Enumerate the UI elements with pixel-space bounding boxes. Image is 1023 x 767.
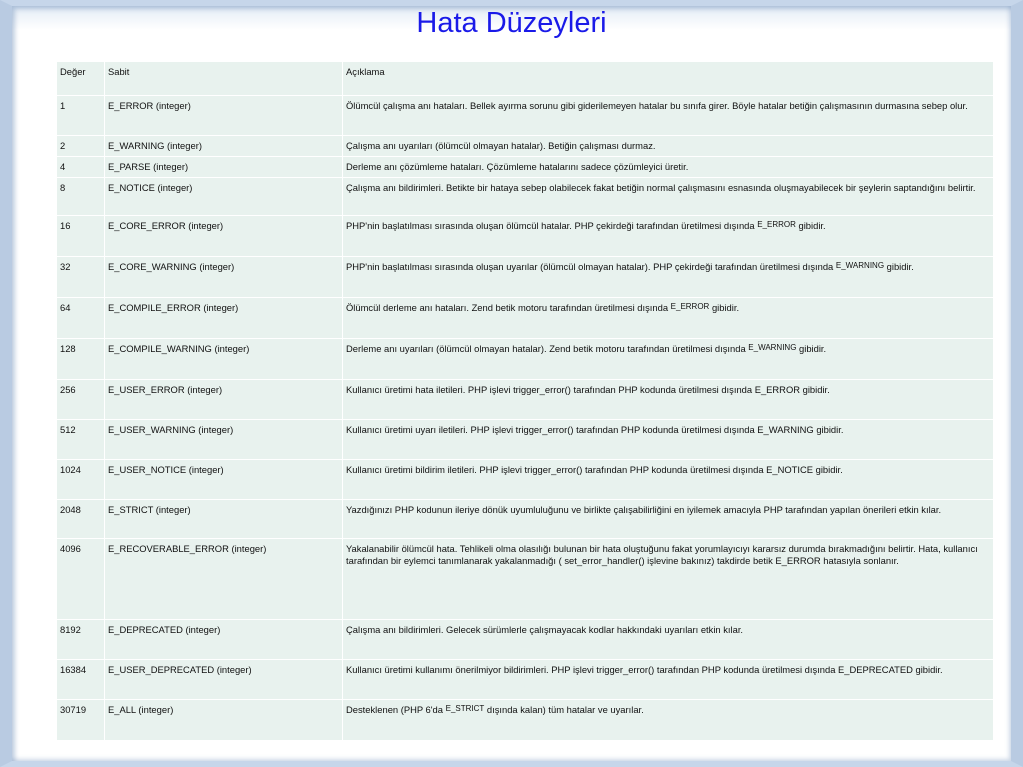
description-text: Derleme anı uyarıları (ölümcül olmayan hatalar). Zend betik motoru tarafından üretilmesi dışında (346, 342, 746, 354)
cell-value: 30719 (57, 699, 105, 740)
cell-description (343, 499, 994, 538)
description-end: gibidir. (798, 219, 826, 231)
cell-value: 64 (57, 297, 105, 338)
description-text: Yakalanabilir ölümcül hata. Tehlikeli olma olasılığı bulunan bir hata oluştuğunu fakat yorumlayıcıyı kararsız durumda bırakmadığını belirtir. Hata, kullanıcı tarafından bir eylemci tanımlanarak yakalanmadığı ( set_error_handler() işlevine bakınız) takdirde betik E_ERROR hatasıyla sonlanır. (346, 542, 978, 566)
description-text: Kullanıcı üretimi uyarı iletileri. PHP işlevi trigger_error() tarafından PHP kodunda üretilmesi dışında E_WARNING gibidir. (346, 423, 844, 435)
table-row (57, 499, 994, 538)
cell-description (343, 256, 994, 297)
cell-constant: E_WARNING (integer) (105, 136, 343, 157)
cell-constant: E_USER_WARNING (integer) (105, 419, 343, 459)
cell-description (343, 419, 994, 459)
description-constant: E_WARNING (835, 260, 885, 270)
description-text: Yazdığınızı PHP kodunun ileriye dönük uyumluluğunu ve birlikte çalışabilirliğini en iyilemek amacıyla PHP tarafından yapılan önerileri etkin kılar. (346, 503, 942, 515)
cell-constant: E_DEPRECATED (integer) (105, 619, 343, 659)
cell-value: 8192 (57, 619, 105, 659)
description-text: Çalışma anı uyarıları (ölümcül olmayan hatalar). Betiğin çalışması durmaz. (346, 140, 656, 151)
description-text: Derleme anı çözümleme hataları. Çözümleme hatalarını sadece çözümleyici üretir. (346, 161, 689, 172)
cell-description (343, 659, 994, 699)
cell-value: 128 (57, 338, 105, 379)
table-row (57, 215, 994, 256)
cell-value: 256 (57, 379, 105, 419)
cell-value: 2048 (57, 499, 105, 538)
cell-description (343, 96, 994, 136)
cell-constant: E_USER_ERROR (integer) (105, 379, 343, 419)
description-text: Kullanıcı üretimi hata iletileri. PHP işlevi trigger_error() tarafından PHP kodunda üretilmesi dışında E_ERROR gibidir. (346, 383, 830, 395)
cell-description (343, 459, 994, 499)
cell-description (343, 157, 994, 178)
description-text: PHP'nin başlatılması sırasında oluşan uyarılar (ölümcül olmayan hatalar). PHP çekirdeği tarafından üretilmesi dışında (346, 260, 834, 272)
cell-description (343, 215, 994, 256)
description-constant: E_ERROR (670, 301, 710, 311)
cell-value: 16 (57, 215, 105, 256)
table-row (57, 619, 994, 659)
table-row (57, 538, 994, 619)
cell-description (343, 177, 994, 215)
table-row (57, 419, 994, 459)
description-constant: E_STRICT (445, 703, 485, 713)
cell-constant: E_RECOVERABLE_ERROR (integer) (105, 538, 343, 619)
cell-value: 32 (57, 256, 105, 297)
description-text: Ölümcül çalışma anı hataları. Bellek ayırma sorunu gibi giderilemeyen hatalar bu sınıfa girer. Böyle hatalar betiğin çalışmasının durmasına sebep olur. (346, 100, 968, 111)
description-end: gibidir. (886, 260, 914, 272)
table-row (57, 136, 994, 157)
table-row (57, 699, 994, 740)
cell-constant: E_ERROR (integer) (105, 96, 343, 136)
description-text: Kullanıcı üretimi bildirim iletileri. PHP işlevi trigger_error() tarafından PHP kodunda üretilmesi dışında E_NOTICE gibidir. (346, 463, 843, 475)
table-row (57, 459, 994, 499)
header-constant: Sabit (105, 62, 343, 96)
cell-value: 4 (57, 157, 105, 178)
table-row (57, 379, 994, 419)
description-text: Desteklenen (PHP 6'da (346, 703, 443, 715)
error-levels-table (56, 61, 994, 741)
cell-constant: E_PARSE (integer) (105, 157, 343, 178)
cell-value: 8 (57, 177, 105, 215)
table-row (57, 659, 994, 699)
header-description: Açıklama (343, 62, 994, 96)
cell-description (343, 297, 994, 338)
cell-constant: E_ALL (integer) (105, 699, 343, 740)
cell-description (343, 699, 994, 740)
cell-constant: E_COMPILE_WARNING (integer) (105, 338, 343, 379)
description-constant: E_ERROR (757, 219, 796, 229)
description-text: PHP'nin başlatılması sırasında oluşan ölümcül hatalar. PHP çekirdeği tarafından üretilmesi dışında (346, 219, 755, 231)
cell-description (343, 619, 994, 659)
description-end: gibidir. (799, 342, 827, 354)
cell-value: 1 (57, 96, 105, 136)
cell-value: 2 (57, 136, 105, 157)
cell-value: 4096 (57, 538, 105, 619)
description-constant: E_WARNING (748, 342, 797, 352)
cell-value: 512 (57, 419, 105, 459)
table-row (57, 157, 994, 178)
cell-description (343, 136, 994, 157)
table-row (57, 96, 994, 136)
description-end: gibidir. (711, 301, 740, 313)
cell-description (343, 538, 994, 619)
description-text: Çalışma anı bildirimleri. Gelecek sürümlerle çalışmayacak kodlar hakkındaki uyarıları etkin kılar. (346, 623, 744, 635)
cell-constant: E_CORE_WARNING (integer) (105, 256, 343, 297)
slide-title: Hata Düzeyleri (416, 7, 607, 39)
cell-value: 16384 (57, 659, 105, 699)
cell-constant: E_COMPILE_ERROR (integer) (105, 297, 343, 338)
cell-constant: E_USER_NOTICE (integer) (105, 459, 343, 499)
cell-description (343, 379, 994, 419)
description-text: Kullanıcı üretimi kullanımı önerilmiyor bildirimleri. PHP işlevi trigger_error() tarafından PHP kodunda üretilmesi dışında E_DEPRECATED gibidir. (346, 663, 943, 675)
description-text: Çalışma anı bildirimleri. Betikte bir hataya sebep olabilecek fakat betiğin normal çalışmasını esnasında oluşmayabilecek bir şeylerin saptandığını belirtir. (346, 181, 976, 193)
cell-value: 1024 (57, 459, 105, 499)
description-text: Ölümcül derleme anı hataları. Zend betik motoru tarafından üretilmesi dışında (346, 301, 669, 313)
cell-description (343, 338, 994, 379)
cell-constant: E_STRICT (integer) (105, 499, 343, 538)
table-row (57, 297, 994, 338)
table-header-row (57, 62, 994, 96)
cell-constant: E_CORE_ERROR (integer) (105, 215, 343, 256)
description-end: dışında kalan) tüm hatalar ve uyarılar. (486, 703, 644, 715)
cell-constant: E_USER_DEPRECATED (integer) (105, 659, 343, 699)
cell-constant: E_NOTICE (integer) (105, 177, 343, 215)
header-value: Değer (57, 62, 105, 96)
table-row (57, 256, 994, 297)
table-row (57, 338, 994, 379)
table-row (57, 177, 994, 215)
